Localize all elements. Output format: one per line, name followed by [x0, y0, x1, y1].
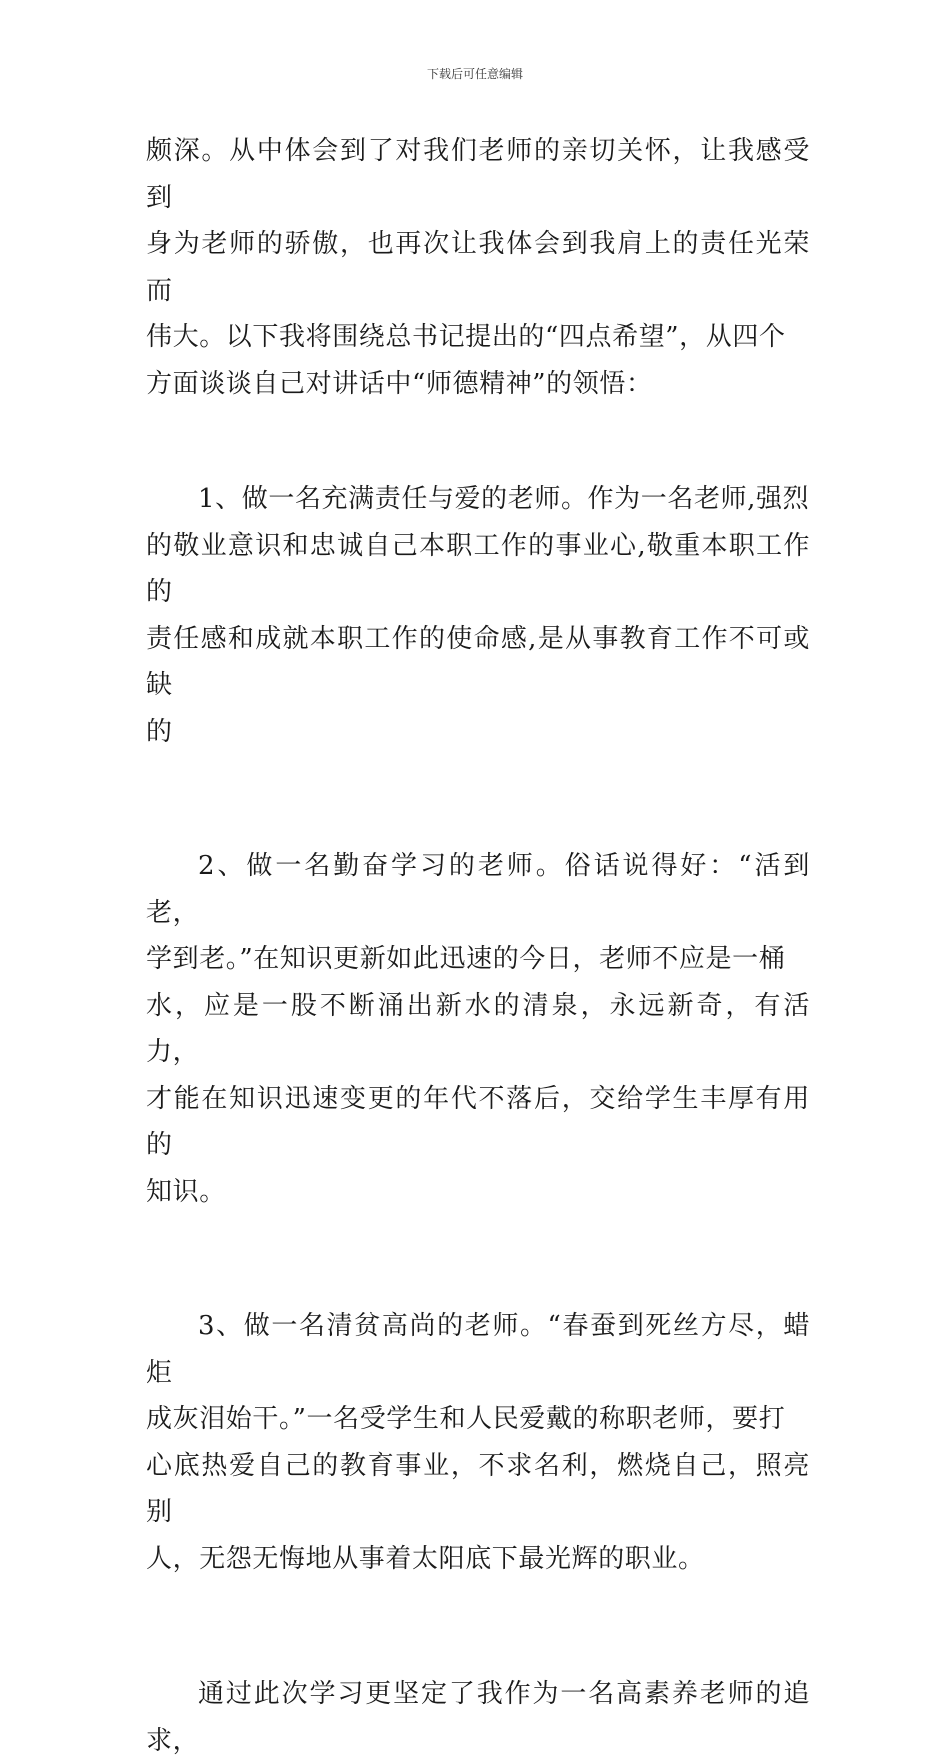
paragraph-point-2 [146, 843, 810, 1215]
paragraph-point-1 [146, 476, 810, 755]
paragraph-intro [146, 128, 810, 407]
text-line: 水，应是一股不断涌出新水的清泉，永远新奇，有活力， [146, 990, 810, 1067]
text-line: 的敬业意识和忠诚自己本职工作的事业心,敬重本职工作的 [146, 530, 810, 607]
text-line: 心底热爱自己的教育事业，不求名利，燃烧自己，照亮别 [146, 1450, 810, 1527]
text-line: 成灰泪始干。”一名受学生和人民爱戴的称职老师，要打 [146, 1404, 786, 1434]
text-line: 身为老师的骄傲，也再次让我体会到我肩上的责任光荣而 [146, 229, 810, 306]
paragraph-point-3 [146, 1303, 810, 1582]
text-line: 1、做一名充满责任与爱的老师。作为一名老师,强烈 [198, 484, 810, 514]
text-line: 3、做一名清贫高尚的老师。“春蚕到死丝方尽，蜡炬 [146, 1311, 810, 1388]
document-body [146, 128, 810, 1764]
text-line: 知识。 [146, 1176, 226, 1207]
paragraph-conclusion [146, 1671, 810, 1764]
text-line: 的 [146, 716, 173, 747]
text-line: 责任感和成就本职工作的使命感,是从事教育工作不可或缺 [146, 623, 810, 700]
text-line: 伟大。以下我将围绕总书记提出的“四点希望”，从四个 [146, 322, 786, 352]
text-line: 方面谈谈自己对讲话中“师德精神”的领悟： [146, 368, 653, 399]
text-line: 2、做一名勤奋学习的老师。俗话说得好：“活到老， [146, 851, 810, 928]
text-line: 通过此次学习更坚定了我作为一名高素养老师的追求， [146, 1679, 810, 1756]
text-line: 才能在知识迅速变更的年代不落后，交给学生丰厚有用的 [146, 1083, 810, 1160]
page-header: 下载后可任意编辑 [426, 67, 523, 81]
text-line: 学到老。”在知识更新如此迅速的今日，老师不应是一桶 [146, 944, 786, 974]
text-line: 人，无怨无悔地从事着太阳底下最光辉的职业。 [146, 1543, 705, 1574]
text-line: 颇深。从中体会到了对我们老师的亲切关怀，让我感受到 [146, 136, 810, 213]
